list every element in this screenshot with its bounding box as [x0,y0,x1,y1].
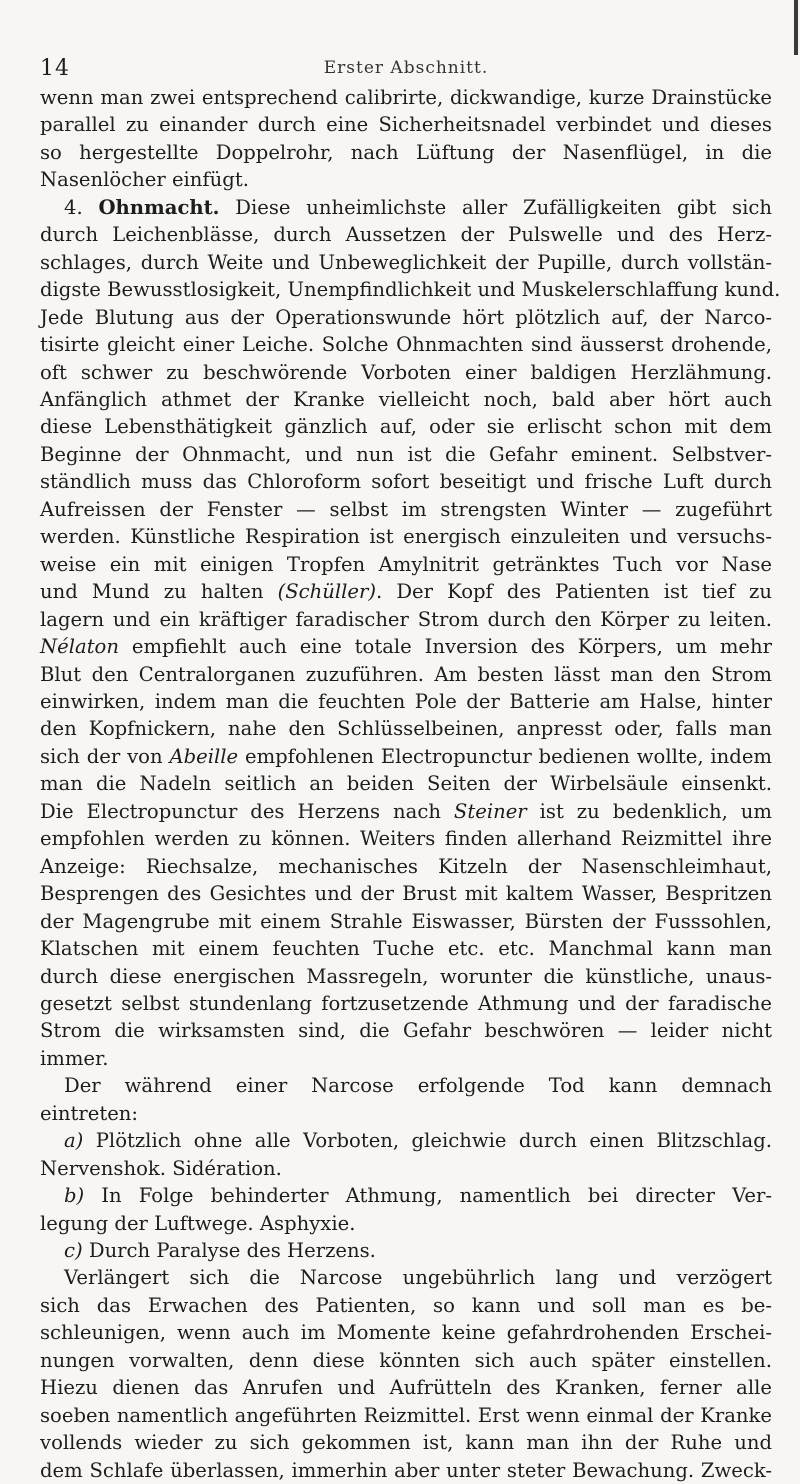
italic-text: (Schüller) [277,580,377,604]
text-line: werden. Künstliche Respiration ist energisch einzuleiten und versuchs- [40,525,772,549]
text-line: Der während einer Narcose erfolgende Tod kann demnach [64,1074,772,1098]
text-line: Anzeige: Riechsalze, mechanisches Kitzeln der Nasenschleimhaut, [40,854,772,878]
text-line: einwirken, indem man die feuchten Pole der Batterie am Halse, hinter [40,689,772,713]
text-line: Besprengen des Gesichtes und der Brust mit kaltem Wasser, Bespritzen [40,882,772,906]
italic-text: a) [64,1129,84,1153]
text-segment: sich der von [40,744,170,768]
text-line: dem Schlafe überlassen, immerhin aber unter steter Bewachung. Zweck- [40,1458,772,1482]
text-segment: Die Electropunctur des Herzens nach [40,799,454,823]
text-line: Verlängert sich die Narcose ungebührlich lang und verzögert [64,1266,772,1290]
page-header [40,52,772,81]
text-segment: 4. [64,195,99,219]
italic-text: Nélaton [40,635,119,659]
text-line: Aufreissen der Fenster — selbst im strengsten Winter — zugeführt [40,497,772,521]
text-line: den Kopfnickern, nahe den Schlüsselbeinen, anpresst oder, falls man [40,717,772,741]
text-line [40,578,772,605]
text-line: legung der Luftwege. Asphyxie. [40,1211,356,1235]
text-line: wenn man zwei entsprechend calibrirte, dickwandige, kurze Drainstücke [40,86,772,109]
italic-text: Steiner [453,799,527,823]
text-line: diese Lebensthätigkeit gänzlich auf, oder sie erlischt schon mit dem [40,415,772,439]
italic-text: Abeille [169,744,239,768]
text-segment: Diese unheimlichste aller Zufälligkeiten gibt sich [219,195,772,219]
running-head: Erster Abschnitt. [323,58,489,78]
text-line: oft schwer zu beschwörende Vorboten einer baldigen Herzlähmung. [40,360,772,384]
text-line: vollends wieder zu sich gekommen ist, kann man ihn der Ruhe und [40,1431,772,1455]
text-segment: und Mund zu halten [40,580,278,604]
text-segment: empfohlenen Electropunctur bedienen wollte, indem [238,744,772,768]
text-line: Nasenlöcher einfügt. [40,168,249,192]
text-line: Hiezu dienen das Anrufen und Aufrütteln des Kranken, ferner alle [40,1376,772,1400]
text-line: nungen vorwalten, denn diese könnten sich auch später einstellen. [40,1348,772,1372]
text-line: parallel zu einander durch eine Sicherheitsnadel verbindet und dieses [40,113,772,137]
text-line: immer. [40,1046,109,1070]
text-line: schlages, durch Weite und Unbeweglichkeit der Pupille, durch vollstän- [40,250,772,274]
text-line: ständlich muss das Chloroform sofort beseitigt und frische Luft durch [40,470,772,494]
text-line: der Magengrube mit einem Strahle Eiswasser, Bürsten der Fusssohlen, [40,909,772,933]
page-edge-shadow [794,0,798,55]
text-line: Klatschen mit einem feuchten Tuche etc. etc. Manchmal kann man [40,937,772,961]
text-line: durch Leichenblässe, durch Aussetzen der Pulswelle und des Herz- [40,223,772,247]
text-line: Nervenshok. Sidération. [40,1156,282,1180]
text-line [40,1127,772,1154]
text-segment: Plötzlich ohne alle Vorboten, gleichwie durch einen Blitzschlag. [83,1129,772,1153]
italic-text: c) [64,1239,83,1263]
text-segment: empfiehlt auch eine totale Inversion des Körpers, um mehr [118,635,772,659]
body-text [40,84,781,1484]
text-line: empfohlen werden zu können. Weiters finden allerhand Reizmittel ihre [40,827,772,851]
text-line: so hergestellte Doppelrohr, nach Lüftung der Nasenflügel, in die [40,140,772,164]
text-segment: Durch Paralyse des Herzens. [82,1239,376,1263]
text-line [40,743,772,770]
text-line: Blut den Centralorganen zuzuführen. Am besten lässt man den Strom [40,662,772,686]
text-line: schleunigen, wenn auch im Momente keine gefahrdrohenden Erschei- [40,1321,772,1345]
text-line: tisirte gleicht einer Leiche. Solche Ohnmachten sind äusserst drohende, [40,333,772,357]
text-line: Jede Blutung aus der Operationswunde hört plötzlich auf, der Narco- [40,305,772,329]
text-segment: In Folge behinderter Athmung, namentlich bei directer Ver- [84,1184,772,1208]
text-line: sich das Erwachen des Patienten, so kann und soll man es be- [40,1293,772,1317]
bold-heading: Ohnmacht. [98,195,220,219]
text-line: digste Bewusstlosigkeit, Unempfindlichkeit und Muskelerschlaffung kund. [40,278,781,302]
text-line [40,798,772,825]
text-line: gesetzt selbst stundenlang fortzusetzende Athmung und der faradische [40,991,772,1015]
text-line: Beginne der Ohnmacht, und nun ist die Gefahr eminent. Selbstver- [40,442,772,466]
text-line [40,633,772,660]
text-line: weise ein mit einigen Tropfen Amylnitrit getränktes Tuch vor Nase [40,552,772,576]
text-line: Strom die wirksamsten sind, die Gefahr beschwören — leider nicht [40,1019,772,1043]
text-segment: . Der Kopf des Patienten ist tief zu [376,580,772,604]
text-line: durch diese energischen Massregeln, worunter die künstliche, unaus- [40,964,772,988]
text-line [40,1237,772,1264]
text-line: man die Nadeln seitlich an beiden Seiten der Wirbelsäule einsenkt. [40,772,772,796]
text-line [40,194,772,221]
text-line: Anfänglich athmet der Kranke vielleicht noch, bald aber hört auch [40,387,772,411]
page-number: 14 [40,56,70,81]
text-line: soeben namentlich angeführten Reizmittel. Erst wenn einmal der Kranke [40,1403,772,1427]
text-line: eintreten: [40,1101,139,1125]
italic-text: b) [64,1184,85,1208]
text-line: lagern und ein kräftiger faradischer Strom durch den Körper zu leiten. [40,607,772,631]
text-segment: ist zu bedenklich, um [526,799,772,823]
text-line [40,1182,772,1209]
